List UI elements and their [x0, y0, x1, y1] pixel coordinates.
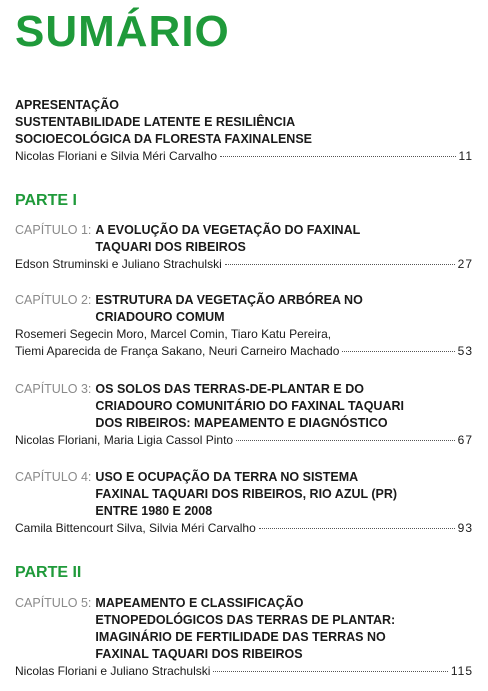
chapter-title-line: CRIADOURO COMUNITÁRIO DO FAXINAL TAQUARI	[95, 399, 404, 413]
dot-leader	[213, 671, 447, 672]
author-leader-line	[15, 520, 473, 537]
part-heading: PARTE II	[15, 564, 82, 581]
chapter-title-line: USO E OCUPAÇÃO DA TERRA NO SISTEMA	[95, 470, 359, 484]
chapter-label: CAPÍTULO 4:	[15, 470, 92, 484]
toc-entry-chapter-5[interactable]	[15, 595, 473, 680]
chapter-authors: Nicolas Floriani, Maria Ligia Cassol Pinto	[15, 433, 234, 447]
author-leader-line	[15, 148, 473, 165]
chapter-title-line: OS SOLOS DAS TERRAS-DE-PLANTAR E DO	[95, 382, 364, 396]
page-title: SUMÁRIO	[15, 7, 230, 56]
chapter-title-line: TAQUARI DOS RIBEIROS	[95, 240, 246, 254]
dot-leader	[225, 264, 455, 265]
dot-leader	[259, 528, 455, 529]
chapter-title-line: MAPEAMENTO E CLASSIFICAÇÃO	[95, 596, 304, 610]
toc-entry-chapter-4[interactable]	[15, 469, 473, 537]
chapter-title-line: ESTRUTURA DA VEGETAÇÃO ARBÓREA NO	[95, 293, 363, 307]
chapter-authors: Camila Bittencourt Silva, Silvia Méri Carvalho	[15, 521, 256, 535]
author-leader-line	[15, 663, 473, 680]
toc-entry-chapter-3[interactable]	[15, 381, 473, 449]
chapter-title-line: DOS RIBEIROS: MAPEAMENTO E DIAGNÓSTICO	[95, 416, 388, 430]
entry-authors: Nicolas Floriani e Silvia Méri Carvalho	[15, 149, 218, 163]
dot-leader	[236, 440, 455, 441]
chapter-authors: Nicolas Floriani e Juliano Strachulski	[15, 664, 211, 678]
toc-entry-chapter-2[interactable]	[15, 292, 473, 360]
chapter-label: CAPÍTULO 2:	[15, 293, 92, 307]
entry-title-line: SUSTENTABILIDADE LATENTE E RESILIÊNCIA	[15, 115, 296, 129]
page-number: 115	[450, 664, 473, 678]
entry-title-line: SOCIOECOLÓGICA DA FLORESTA FAXINALENSE	[15, 132, 313, 146]
author-leader-line	[15, 432, 473, 449]
chapter-title-line: IMAGINÁRIO DE FERTILIDADE DAS TERRAS NO	[95, 630, 386, 644]
chapter-title-line: CRIADOURO COMUM	[95, 310, 225, 324]
chapter-title-line: A EVOLUÇÃO DA VEGETAÇÃO DO FAXINAL	[95, 223, 361, 237]
page-number: 27	[457, 257, 473, 271]
toc-entry-apresentacao[interactable]	[15, 97, 473, 165]
page-number: 93	[457, 521, 473, 535]
author-leader-line	[15, 256, 473, 273]
chapter-label: CAPÍTULO 3:	[15, 382, 92, 396]
section-heading: APRESENTAÇÃO	[15, 98, 119, 112]
page-number: 11	[458, 149, 473, 163]
chapter-authors: Edson Struminski e Juliano Strachulski	[15, 257, 222, 271]
chapter-title-line: FAXINAL TAQUARI DOS RIBEIROS	[95, 647, 303, 661]
chapter-authors: Rosemeri Segecin Moro, Marcel Comin, Tiaro Katu Pereira,	[15, 327, 332, 341]
chapter-label: CAPÍTULO 1:	[15, 223, 92, 237]
chapter-authors: Tiemi Aparecida de França Sakano, Neuri Carneiro Machado	[15, 344, 340, 358]
author-leader-line	[15, 343, 473, 360]
chapter-title-line: ETNOPEDOLÓGICOS DAS TERRAS DE PLANTAR:	[95, 613, 396, 627]
dot-leader	[220, 156, 455, 157]
page-number: 67	[457, 433, 473, 447]
dot-leader	[342, 351, 454, 352]
part-heading: PARTE I	[15, 192, 77, 209]
chapter-label: CAPÍTULO 5:	[15, 596, 92, 610]
page-number: 53	[457, 344, 473, 358]
toc-entry-chapter-1[interactable]	[15, 222, 473, 273]
chapter-title-line: ENTRE 1980 E 2008	[95, 504, 213, 518]
chapter-title-line: FAXINAL TAQUARI DOS RIBEIROS, RIO AZUL (PR)	[95, 487, 398, 501]
